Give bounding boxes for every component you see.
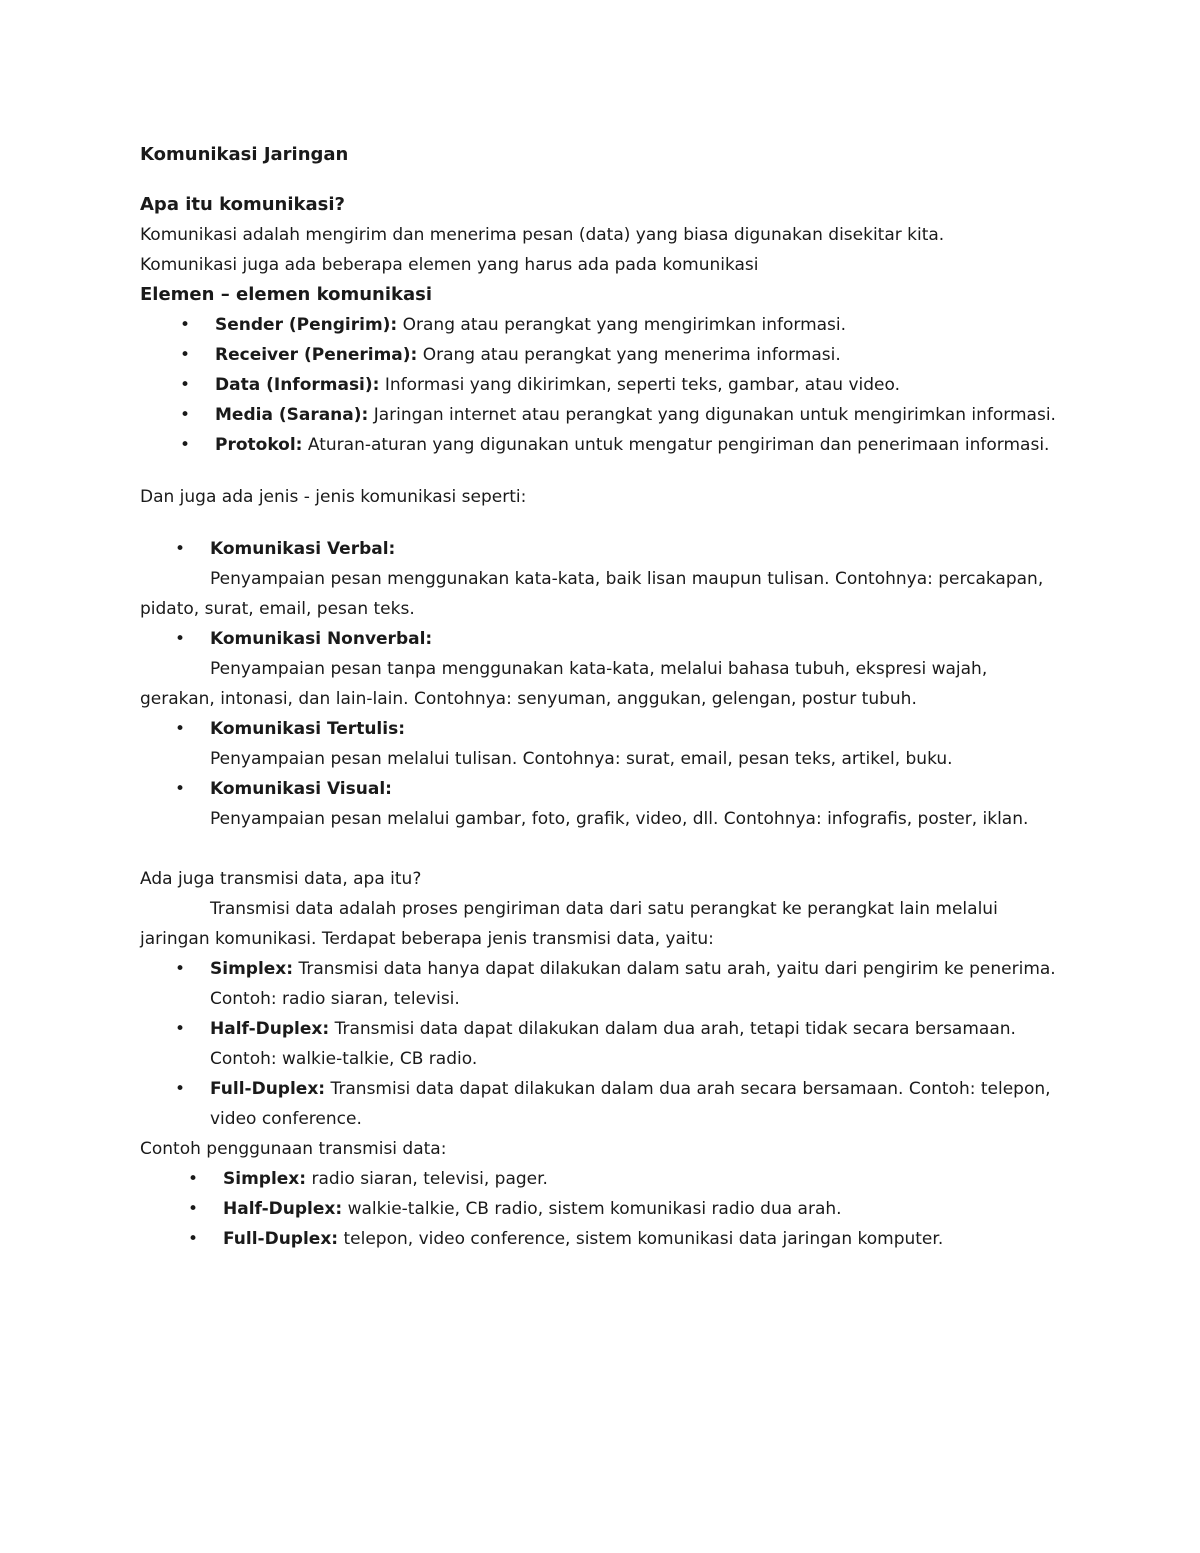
communication-types-list bbox=[140, 624, 1070, 654]
bullet-icon: • bbox=[180, 345, 191, 365]
communication-types-list bbox=[140, 714, 1070, 744]
list-item bbox=[140, 400, 1070, 430]
list-item-term: Sender (Pengirim): bbox=[215, 315, 398, 335]
elements-heading: Elemen – elemen komunikasi bbox=[140, 284, 433, 305]
list-item-desc: walkie-talkie, CB radio, sistem komunikasi radio dua arah. bbox=[342, 1199, 842, 1219]
paragraph: Transmisi data adalah proses pengiriman data dari satu perangkat ke perangkat lain melalui bbox=[210, 899, 998, 919]
list-item-desc: telepon, video conference, sistem komunikasi data jaringan komputer. bbox=[338, 1229, 944, 1249]
list-item bbox=[140, 624, 1070, 654]
list-item bbox=[140, 430, 1070, 460]
bullet-icon: • bbox=[180, 375, 191, 395]
list-item bbox=[140, 1074, 1070, 1134]
communication-types-list bbox=[140, 774, 1070, 804]
list-item-desc: Jaringan internet atau perangkat yang digunakan untuk mengirimkan informasi. bbox=[368, 405, 1056, 425]
list-item bbox=[140, 370, 1070, 400]
bullet-icon: • bbox=[180, 315, 191, 335]
list-item-term: Komunikasi Verbal: bbox=[210, 539, 396, 559]
list-item-term: Media (Sarana): bbox=[215, 405, 369, 425]
list-item-term: Receiver (Penerima): bbox=[215, 345, 418, 365]
bullet-icon: • bbox=[188, 1169, 199, 1189]
list-item-desc: Orang atau perangkat yang mengirimkan informasi. bbox=[397, 315, 847, 335]
list-item bbox=[140, 954, 1070, 1014]
list-item bbox=[140, 1194, 1070, 1224]
type-description: Penyampaian pesan melalui tulisan. Contohnya: surat, email, pesan teks, artikel, buku. bbox=[210, 749, 953, 769]
list-item-term: Protokol: bbox=[215, 435, 303, 455]
paragraph: Komunikasi adalah mengirim dan menerima pesan (data) yang biasa digunakan disekitar kita. bbox=[140, 225, 945, 245]
list-item-desc: Informasi yang dikirimkan, seperti teks, gambar, atau video. bbox=[379, 375, 901, 395]
list-item-term: Data (Informasi): bbox=[215, 375, 380, 395]
bullet-icon: • bbox=[175, 629, 186, 649]
elements-list bbox=[140, 310, 1070, 460]
list-item-term: Half-Duplex: bbox=[223, 1199, 343, 1219]
type-description: Penyampaian pesan tanpa menggunakan kata-kata, melalui bahasa tubuh, ekspresi wajah, bbox=[210, 659, 988, 679]
bullet-icon: • bbox=[175, 1019, 186, 1039]
bullet-icon: • bbox=[175, 719, 186, 739]
bullet-icon: • bbox=[175, 959, 186, 979]
bullet-icon: • bbox=[175, 779, 186, 799]
transmission-types-list bbox=[140, 954, 1070, 1134]
list-item-desc: Aturan-aturan yang digunakan untuk mengatur pengiriman dan penerimaan informasi. bbox=[302, 435, 1050, 455]
examples-list bbox=[140, 1164, 1070, 1254]
list-item-term: Full-Duplex: bbox=[223, 1229, 339, 1249]
type-description-cont: pidato, surat, email, pesan teks. bbox=[140, 599, 415, 619]
bullet-icon: • bbox=[188, 1229, 199, 1249]
type-description: Penyampaian pesan menggunakan kata-kata, baik lisan maupun tulisan. Contohnya: percakapan, bbox=[210, 569, 1044, 589]
bullet-icon: • bbox=[180, 405, 191, 425]
communication-types-list bbox=[140, 534, 1070, 564]
list-item-desc: Transmisi data dapat dilakukan dalam dua arah secara bersamaan. Contoh: telepon, video conference. bbox=[210, 1079, 1051, 1129]
list-item bbox=[140, 1164, 1070, 1194]
paragraph: Contoh penggunaan transmisi data: bbox=[140, 1139, 447, 1159]
type-description-cont: gerakan, intonasi, dan lain-lain. Contohnya: senyuman, anggukan, gelengan, postur tubuh. bbox=[140, 689, 917, 709]
bullet-icon: • bbox=[175, 1079, 186, 1099]
list-item-term: Simplex: bbox=[223, 1169, 307, 1189]
document-title: Komunikasi Jaringan bbox=[140, 144, 349, 165]
list-item-term: Komunikasi Nonverbal: bbox=[210, 629, 433, 649]
list-item bbox=[140, 714, 1070, 744]
bullet-icon: • bbox=[175, 539, 186, 559]
list-item-term: Half-Duplex: bbox=[210, 1019, 330, 1039]
list-item-term: Full-Duplex: bbox=[210, 1079, 326, 1099]
list-item-term: Simplex: bbox=[210, 959, 294, 979]
list-item bbox=[140, 774, 1070, 804]
list-item-term: Komunikasi Tertulis: bbox=[210, 719, 405, 739]
list-item-desc: radio siaran, televisi, pager. bbox=[306, 1169, 548, 1189]
document-body bbox=[140, 140, 1070, 1254]
list-item bbox=[140, 310, 1070, 340]
list-item bbox=[140, 1014, 1070, 1074]
bullet-icon: • bbox=[180, 435, 191, 455]
list-item bbox=[140, 534, 1070, 564]
paragraph: Ada juga transmisi data, apa itu? bbox=[140, 869, 422, 889]
list-item bbox=[140, 1224, 1070, 1254]
paragraph: jaringan komunikasi. Terdapat beberapa jenis transmisi data, yaitu: bbox=[140, 929, 714, 949]
list-item-desc: Transmisi data hanya dapat dilakukan dalam satu arah, yaitu dari pengirim ke penerima. Contoh: radio siaran, televisi. bbox=[210, 959, 1056, 1009]
bullet-icon: • bbox=[188, 1199, 199, 1219]
list-item bbox=[140, 340, 1070, 370]
list-item-desc: Transmisi data dapat dilakukan dalam dua arah, tetapi tidak secara bersamaan. Contoh: walkie-talkie, CB radio. bbox=[210, 1019, 1016, 1069]
paragraph: Dan juga ada jenis - jenis komunikasi seperti: bbox=[140, 487, 527, 507]
list-item-term: Komunikasi Visual: bbox=[210, 779, 392, 799]
section-heading-komunikasi: Apa itu komunikasi? bbox=[140, 194, 345, 215]
type-description: Penyampaian pesan melalui gambar, foto, grafik, video, dll. Contohnya: infografis, poster, iklan. bbox=[210, 809, 1029, 829]
list-item-desc: Orang atau perangkat yang menerima informasi. bbox=[417, 345, 841, 365]
paragraph: Komunikasi juga ada beberapa elemen yang harus ada pada komunikasi bbox=[140, 255, 759, 275]
